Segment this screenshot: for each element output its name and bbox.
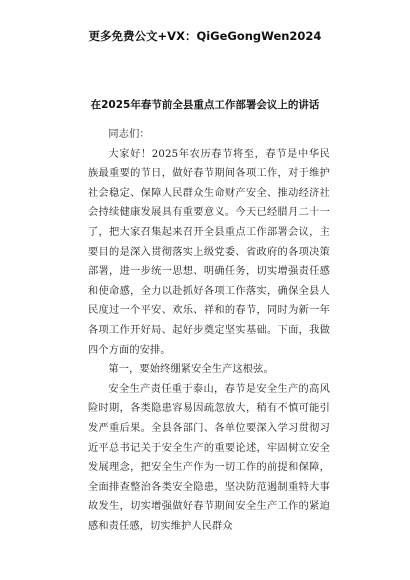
- salutation: 同志们：: [108, 129, 150, 140]
- intro-paragraph: 大家好！2025年农历春节将至，春节是中华民族最重要的节日，做好春节期间各项工作，对于维护社会稳定、保障人民群众生命财产安全、推动经济社会持续健康发展具有重要意义。今天已经腊月二十一了，把大家召集起来召开全县重点工作部署会议，主要目的是深入贯彻落实上级党委、省政府的各项决策部署，进一步统一思想、明确任务，切实增强责任感和使命感，全力以赴抓好各项工作落实，确保全县人民度过一个平安、欢乐、祥和的春节，同时为新一年各项工作开好局、起好步奠定坚实基础。下面，我做四个方面的安排。: [88, 148, 330, 356]
- document-title: 在2025年春节前全县重点工作部署会议上的讲话: [90, 99, 320, 111]
- section-paragraph: 安全生产责任重于泰山，春节是安全生产的高风险时期，各类隐患容易因疏忽放大，稍有不慎可能引发严重后果。全县各部门、各单位要深入学习贯彻习近平总书记关于安全生产的重要论述，牢固树立安全发展理念，把安全生产作为一切工作的前提和保障，全面排查整治各类安全隐患，坚决防范遏制重特大事故发生，切实增强做好春节期间安全生产工作的紧迫感和责任感，切实维护人民群众: [88, 383, 330, 532]
- section-heading-1: 第一，要始终绷紧安全生产这根弦。: [108, 364, 274, 376]
- watermark-header: 更多免费公文+VX：QiGeGongWen2024: [88, 29, 322, 43]
- document-body: [88, 125, 330, 536]
